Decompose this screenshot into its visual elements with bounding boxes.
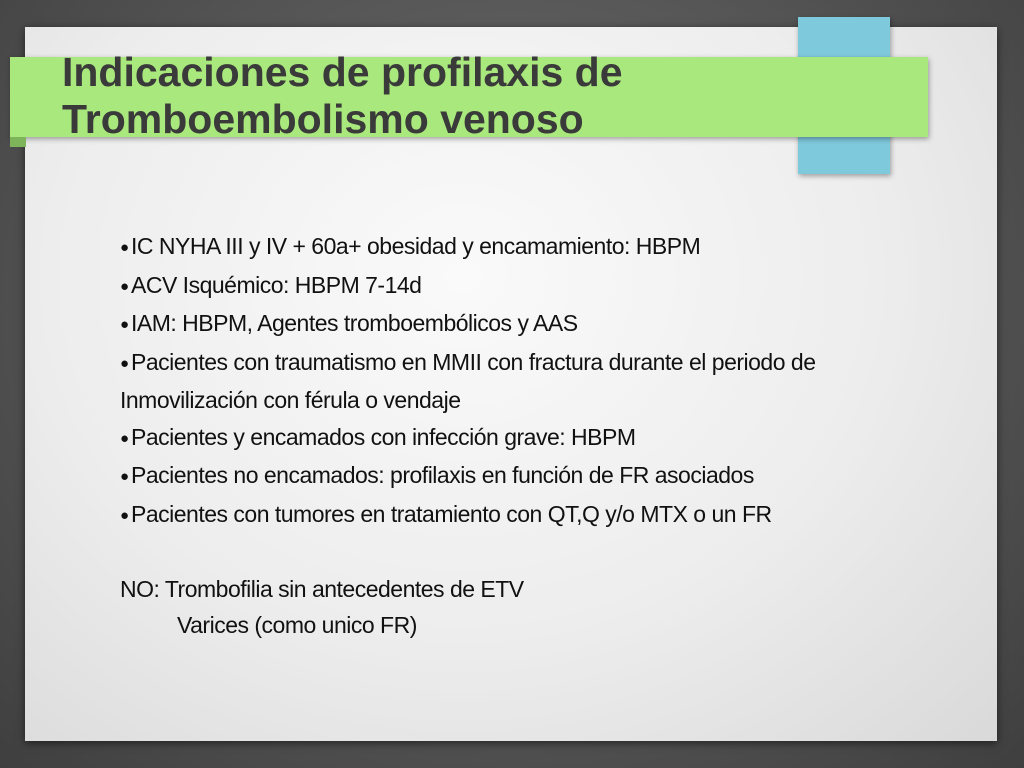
bullet-item (120, 305, 980, 344)
bullet-dot-icon: ● (120, 429, 129, 447)
bullet-item (120, 419, 980, 458)
bullet-text: IAM: HBPM, Agentes tromboembólicos y AAS (131, 310, 578, 336)
bullet-dot-icon: ● (120, 277, 129, 295)
slide-title-line-1: Indicaciones de profilaxis de (62, 49, 623, 95)
slide-title-line-2: Tromboembolismo venoso (62, 96, 584, 142)
bullet-item (120, 228, 980, 267)
note-text: NO: Trombofilia sin antecedentes de ETV (120, 575, 524, 602)
bullet-item (120, 496, 980, 535)
bullet-dot-icon: ● (120, 316, 129, 333)
title-banner-fold (10, 137, 26, 147)
bullet-item (120, 267, 980, 306)
bullet-dot-icon: ● (120, 354, 129, 372)
bullet-continuation-text: Inmovilización con férula o vendaje (120, 387, 461, 413)
bullet-text: ACV Isquémico: HBPM 7-14d (131, 271, 422, 298)
bullet-text: Pacientes con tumores en tratamiento con QT,Q y/o MTX o un FR (131, 500, 772, 527)
bullet-dot-icon: ● (120, 506, 129, 524)
slide-body (120, 228, 980, 644)
bullet-dot-icon: ● (120, 239, 129, 256)
bullet-text: IC NYHA III y IV + 60a+ obesidad y encamamiento: HBPM (131, 233, 701, 259)
bullet-item (120, 457, 980, 496)
bullet-text: Pacientes y encamados con infección grave: HBPM (131, 423, 636, 450)
paragraph-spacer (120, 534, 980, 571)
slide-title (62, 49, 862, 143)
bullet-item (120, 344, 980, 383)
bullet-dot-icon: ● (120, 468, 129, 485)
bullet-text: Pacientes no encamados: profilaxis en función de FR asociados (131, 462, 754, 488)
bullet-text: Pacientes con traumatismo en MMII con fractura durante el periodo de (131, 348, 816, 375)
note-text-indented: Varices (como unico FR) (177, 612, 417, 638)
